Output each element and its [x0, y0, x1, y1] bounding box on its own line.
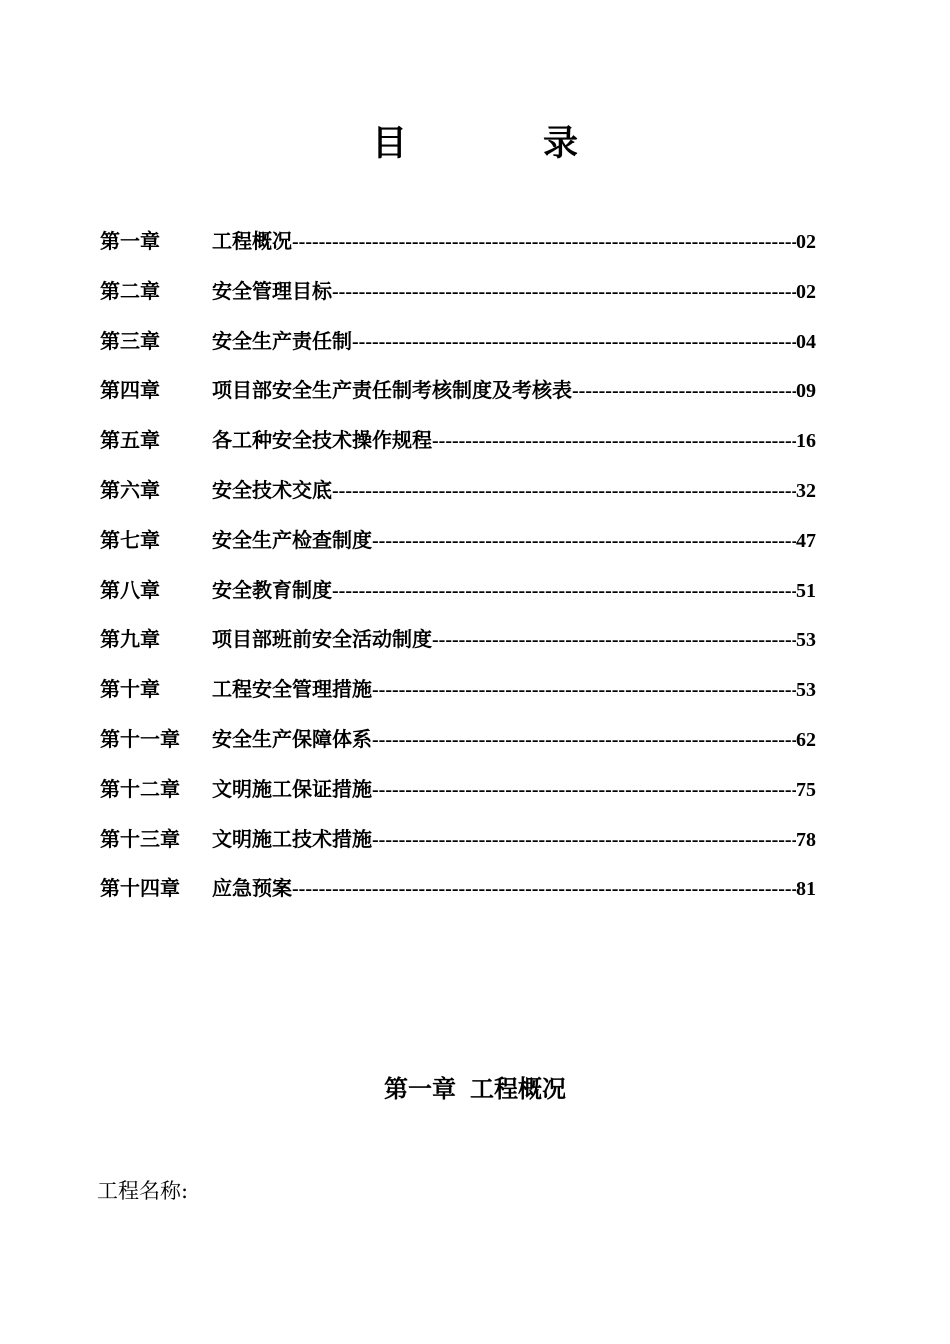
toc-title-char-1: 目 — [372, 123, 408, 164]
project-name-label: 工程名称: — [97, 1179, 189, 1203]
toc-entry-leader — [432, 417, 796, 467]
toc-entry-title: 工程概况 — [212, 229, 292, 253]
toc-entry-chapter: 第十章 — [100, 677, 160, 702]
toc-entry-5[interactable] — [100, 416, 816, 466]
toc-entry-page: 62 — [796, 728, 816, 751]
toc-entry-page: 53 — [796, 679, 816, 702]
toc-entry-title: 安全生产责任制 — [212, 328, 352, 353]
toc-entry-page: 47 — [796, 529, 816, 552]
toc-entry-leader — [372, 666, 796, 716]
chapter-title: 工程概况 — [470, 1074, 566, 1103]
toc-entry-leader — [432, 616, 796, 666]
toc-entry-page: 32 — [796, 479, 816, 502]
toc-entry-leader — [372, 517, 796, 567]
toc-entry-title: 安全生产保障体系 — [212, 726, 372, 751]
toc-entry-leader — [572, 367, 796, 417]
toc-entry-chapter: 第十一章 — [100, 726, 180, 751]
toc-entry-page: 09 — [796, 380, 816, 403]
toc-entry-12[interactable] — [100, 765, 816, 815]
toc-entry-title: 安全生产检查制度 — [212, 527, 372, 552]
toc-entry-chapter: 第四章 — [100, 378, 160, 403]
toc-entry-title: 工程安全管理措施 — [212, 677, 372, 702]
chapter-heading — [0, 1069, 950, 1109]
toc-entry-chapter: 第三章 — [100, 328, 160, 353]
toc-entry-1[interactable] — [100, 217, 816, 267]
toc-entry-4[interactable] — [100, 366, 816, 416]
toc-entry-chapter: 第九章 — [100, 627, 160, 652]
toc-entry-10[interactable] — [100, 665, 816, 715]
toc-entry-title: 安全技术交底 — [212, 477, 332, 502]
toc-entry-leader — [352, 318, 796, 368]
toc-entry-leader — [372, 766, 796, 816]
toc-entry-leader — [332, 567, 796, 617]
toc-title — [0, 118, 950, 170]
toc-entry-8[interactable] — [100, 566, 816, 616]
toc-entry-title: 项目部班前安全活动制度 — [212, 627, 432, 652]
toc-entry-chapter: 第十二章 — [100, 776, 180, 801]
toc-entry-leader — [292, 218, 796, 268]
toc-entry-6[interactable] — [100, 466, 816, 516]
toc-entry-3[interactable] — [100, 317, 816, 367]
toc-entry-page: 16 — [796, 430, 816, 453]
toc-entry-chapter: 第六章 — [100, 477, 160, 502]
chapter-number: 第一章 — [384, 1074, 456, 1103]
toc-entry-chapter: 第五章 — [100, 428, 160, 453]
toc-entry-9[interactable] — [100, 615, 816, 665]
toc-entry-chapter: 第七章 — [100, 527, 160, 552]
toc-entry-page: 51 — [796, 579, 816, 602]
toc-entry-page: 75 — [796, 778, 816, 801]
toc-entry-title: 各工种安全技术操作规程 — [212, 428, 432, 453]
toc-entry-7[interactable] — [100, 516, 816, 566]
toc-entry-leader — [332, 467, 796, 517]
toc-entry-page: 04 — [796, 330, 816, 353]
toc-entry-13[interactable] — [100, 815, 816, 865]
toc-entry-page: 53 — [796, 629, 816, 652]
toc-entry-chapter: 第八章 — [100, 577, 160, 602]
toc-entry-leader — [292, 865, 796, 915]
toc-entry-11[interactable] — [100, 715, 816, 765]
toc-entry-title: 安全管理目标 — [212, 278, 332, 303]
toc-entry-title: 项目部安全生产责任制考核制度及考核表 — [212, 378, 572, 403]
toc-entry-title: 文明施工保证措施 — [212, 776, 372, 801]
toc-entry-leader — [332, 268, 796, 318]
toc-entry-14[interactable] — [100, 864, 816, 914]
toc-entry-2[interactable] — [100, 267, 816, 317]
toc-entry-page: 81 — [796, 878, 816, 901]
toc-entry-title: 安全教育制度 — [212, 577, 332, 602]
toc-entry-title: 应急预案 — [212, 876, 292, 901]
toc-entry-page: 02 — [796, 231, 816, 253]
toc-entry-leader — [372, 716, 796, 766]
toc-entry-title: 文明施工技术措施 — [212, 826, 372, 851]
toc-entry-chapter: 第二章 — [100, 278, 160, 303]
toc-entry-chapter: 第一章 — [100, 229, 160, 253]
toc-entry-page: 78 — [796, 828, 816, 851]
toc-entry-leader — [372, 816, 796, 866]
toc-title-char-2: 录 — [543, 123, 579, 164]
toc-entry-page: 02 — [796, 280, 816, 303]
toc-entry-chapter: 第十四章 — [100, 876, 180, 901]
toc-entry-chapter: 第十三章 — [100, 826, 180, 851]
toc-list — [100, 217, 816, 914]
